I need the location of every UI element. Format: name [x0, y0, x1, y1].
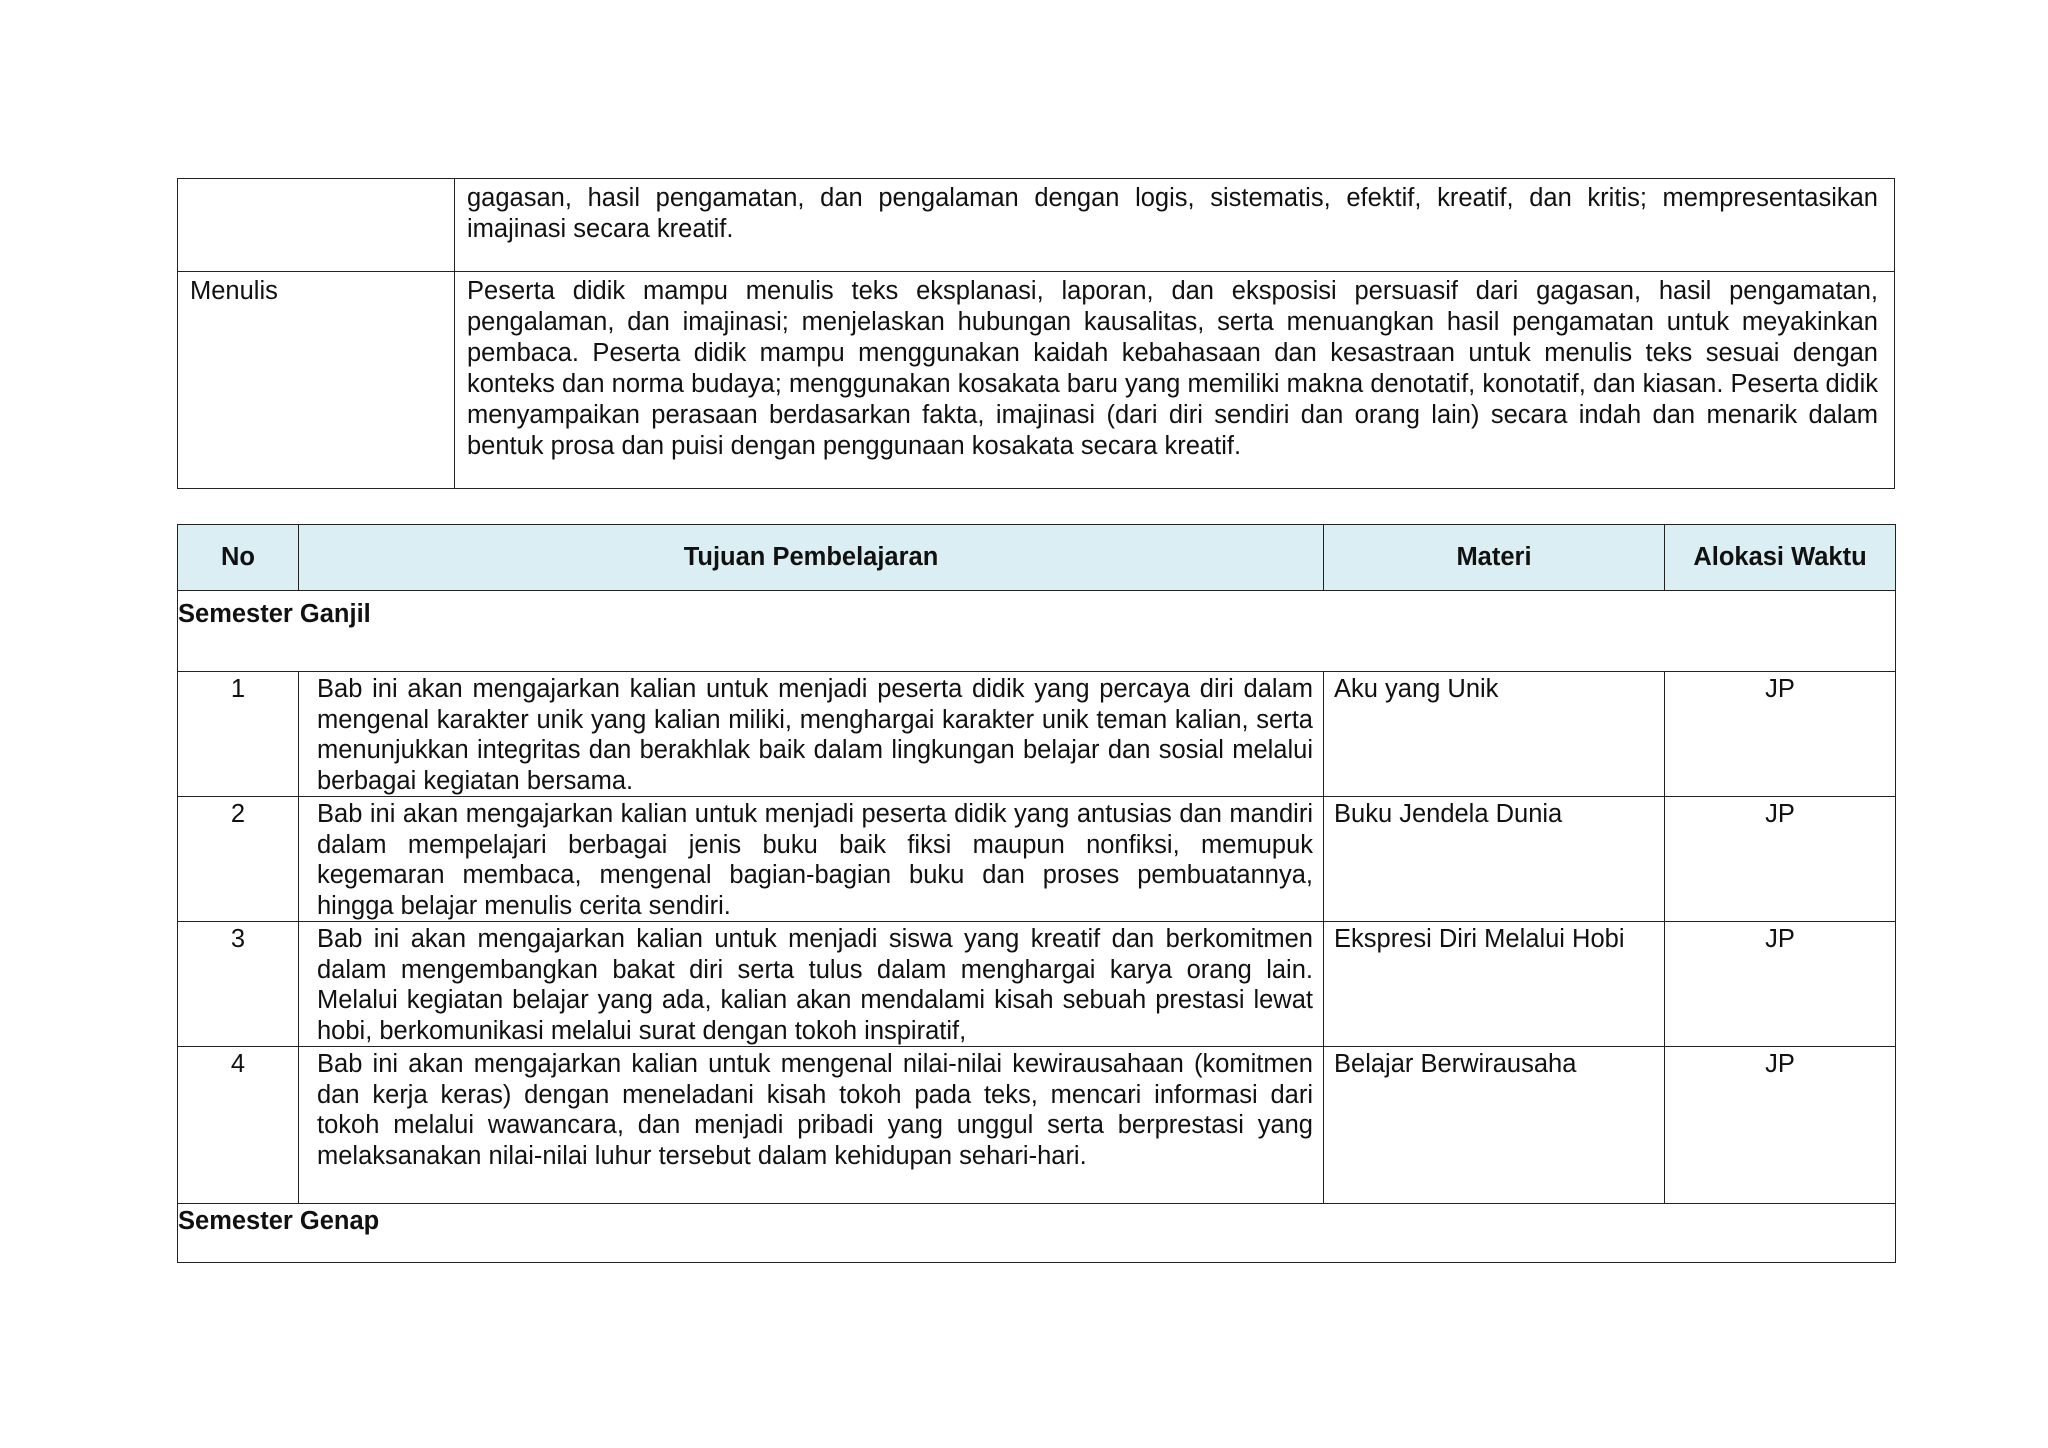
header-materi: Materi	[1324, 525, 1665, 591]
row-materi: Belajar Berwirausaha	[1324, 1047, 1665, 1204]
capaian-table	[177, 178, 1895, 489]
capaian-element-label: Menulis	[178, 272, 455, 489]
capaian-description: Peserta didik mampu menulis teks eksplanasi, laporan, dan eksposisi persuasif dari gagasan, hasil pengamatan, pengalaman, dan imajinasi; menjelaskan hubungan kausalitas, serta menuangkan hasil pengamatan untuk meyakinkan pembaca. Peserta didik mampu menggunakan kaidah kebahasaan dan kesastraan untuk menulis teks sesuai dengan konteks dan norma budaya; menggunakan kosakata baru yang memiliki makna denotatif, konotatif, dan kiasan. Peserta didik menyampaikan perasaan berdasarkan fakta, imajinasi (dari diri sendiri dan orang lain) secara indah dan menarik dalam bentuk prosa dan puisi dengan penggunaan kosakata secara kreatif.	[455, 272, 1895, 489]
header-alokasi: Alokasi Waktu	[1665, 525, 1896, 591]
header-no: No	[178, 525, 299, 591]
tujuan-pembelajaran-table	[177, 524, 1896, 1263]
row-materi: Buku Jendela Dunia	[1324, 797, 1665, 922]
semester-ganjil-label: Semester Ganjil	[178, 591, 1896, 672]
row-materi: Ekspresi Diri Melalui Hobi	[1324, 922, 1665, 1047]
row-no: 4	[178, 1047, 299, 1204]
row-tujuan: Bab ini akan mengajarkan kalian untuk menjadi siswa yang kreatif dan berkomitmen dalam mengembangkan bakat diri serta tulus dalam menghargai karya orang lain. Melalui kegiatan belajar yang ada, kalian akan mendalami kisah sebuah prestasi lewat hobi, berkomunikasi melalui surat dengan tokoh inspiratif,	[299, 922, 1324, 1047]
row-no: 2	[178, 797, 299, 922]
row-alokasi: JP	[1665, 1047, 1896, 1204]
capaian-row	[178, 272, 1895, 489]
table-row	[178, 922, 1896, 1047]
row-tujuan: Bab ini akan mengajarkan kalian untuk mengenal nilai-nilai kewirausahaan (komitmen dan kerja keras) dengan meneladani kisah tokoh pada teks, mencari informasi dari tokoh melalui wawancara, dan menjadi pribadi yang unggul serta berprestasi yang melaksanakan nilai-nilai luhur tersebut dalam kehidupan sehari-hari.	[299, 1047, 1324, 1204]
row-alokasi: JP	[1665, 797, 1896, 922]
row-tujuan: Bab ini akan mengajarkan kalian untuk menjadi peserta didik yang antusias dan mandiri dalam mempelajari berbagai jenis buku baik fiksi maupun nonfiksi, memupuk kegemaran membaca, mengenal bagian-bagian buku dan proses pembuatannya, hingga belajar menulis cerita sendiri.	[299, 797, 1324, 922]
row-no: 3	[178, 922, 299, 1047]
row-materi: Aku yang Unik	[1324, 672, 1665, 797]
table-row	[178, 797, 1896, 922]
table-header-row	[178, 525, 1896, 591]
semester-genap-row	[178, 1204, 1896, 1263]
capaian-element-label	[178, 179, 455, 272]
capaian-description: gagasan, hasil pengamatan, dan pengalaman dengan logis, sistematis, efektif, kreatif, dan kritis; mempresentasikan imajinasi secara kreatif.	[455, 179, 1895, 272]
table-row	[178, 672, 1896, 797]
semester-genap-label: Semester Genap	[178, 1204, 1896, 1263]
row-alokasi: JP	[1665, 922, 1896, 1047]
row-no: 1	[178, 672, 299, 797]
capaian-row	[178, 179, 1895, 272]
table-row	[178, 1047, 1896, 1204]
header-tujuan: Tujuan Pembelajaran	[299, 525, 1324, 591]
semester-ganjil-row	[178, 591, 1896, 672]
row-alokasi: JP	[1665, 672, 1896, 797]
row-tujuan: Bab ini akan mengajarkan kalian untuk menjadi peserta didik yang percaya diri dalam mengenal karakter unik yang kalian miliki, menghargai karakter unik teman kalian, serta menunjukkan integritas dan berakhlak baik dalam lingkungan belajar dan sosial melalui berbagai kegiatan bersama.	[299, 672, 1324, 797]
